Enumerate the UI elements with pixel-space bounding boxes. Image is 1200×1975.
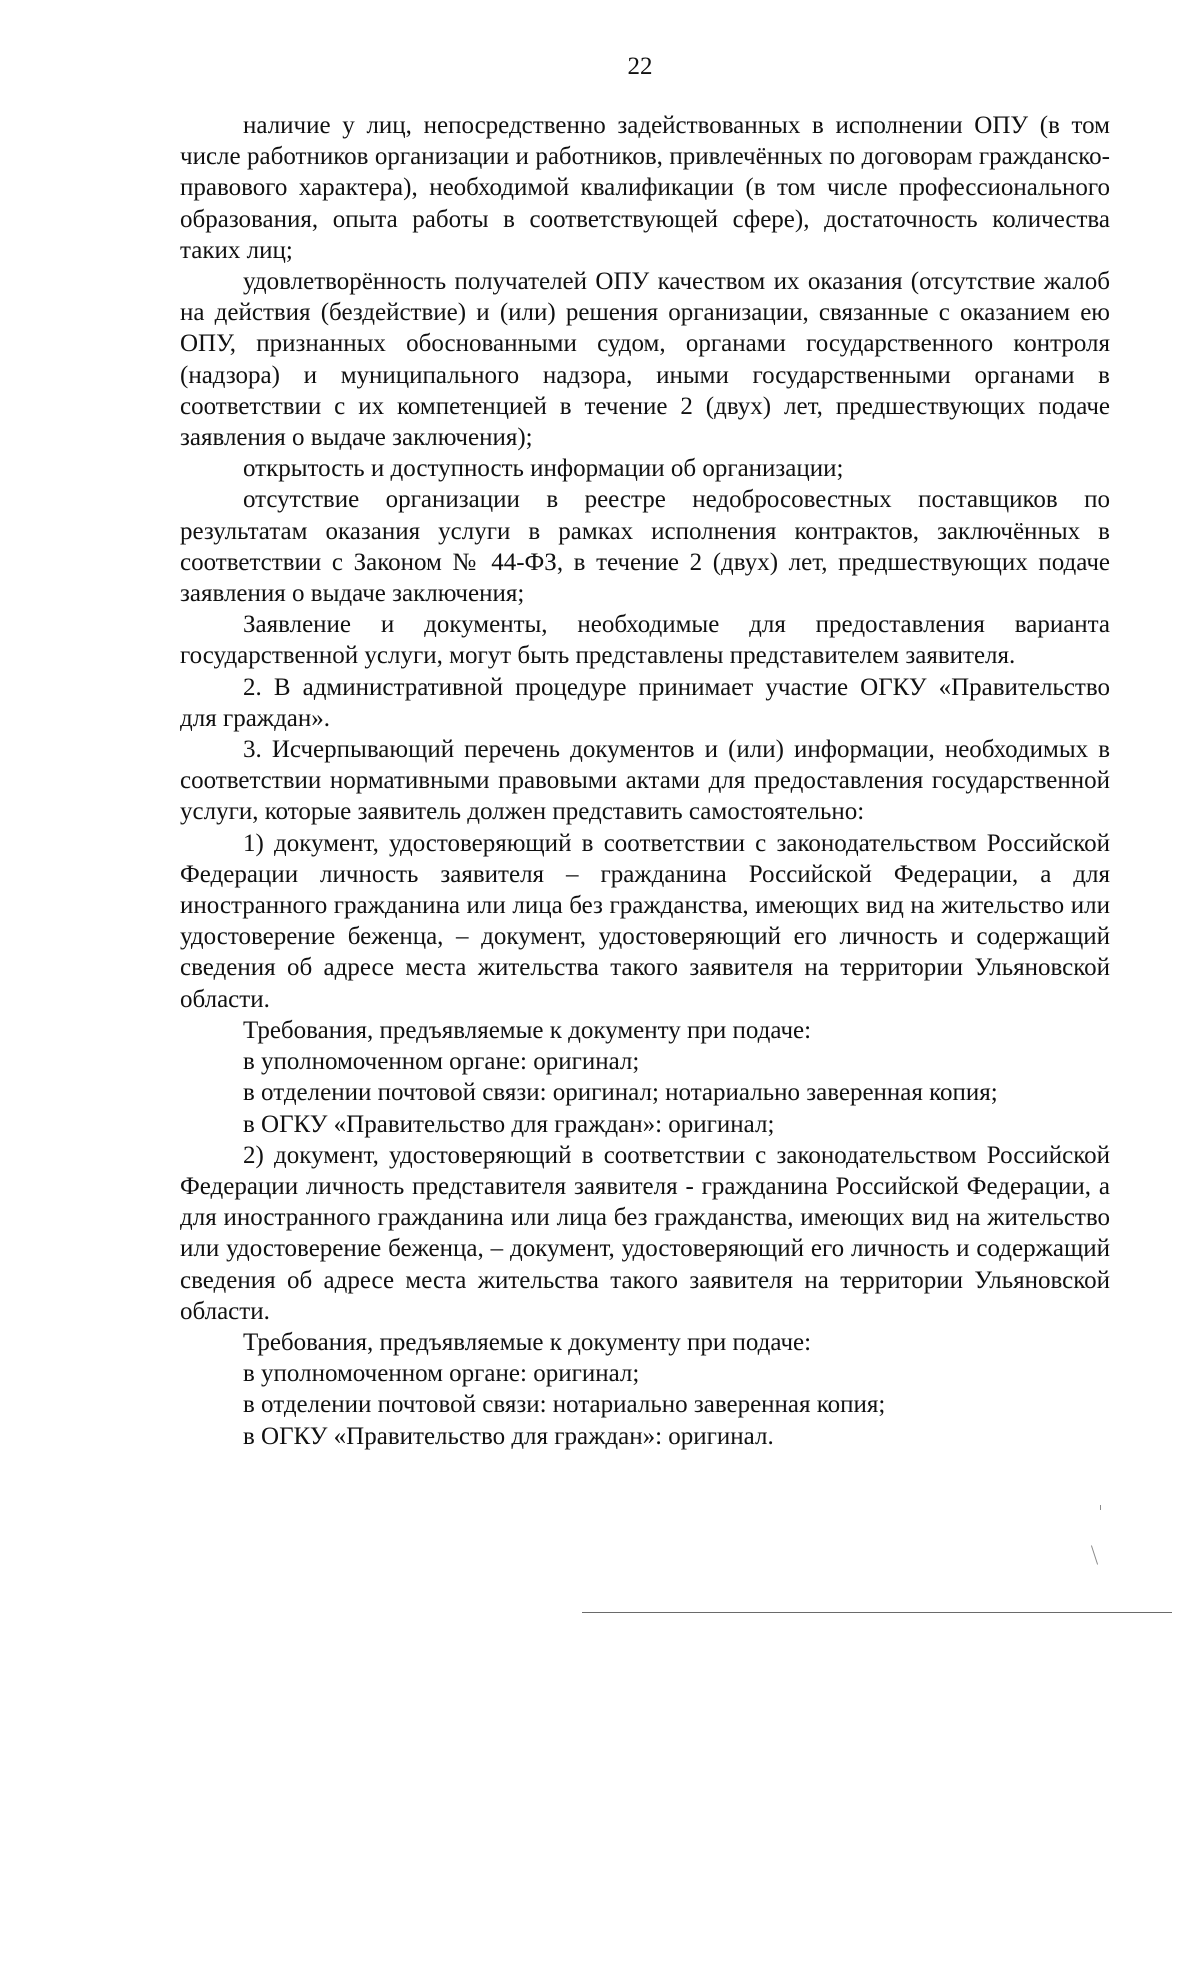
scan-mark (1100, 1505, 1101, 1510)
paragraph-requirements-heading-2: Требования, предъявляемые к документу при подаче: (243, 1328, 812, 1356)
document-body (180, 110, 1110, 1452)
scan-mark (1091, 1545, 1098, 1564)
paragraph-requirement-ogku-1: в ОГКУ «Правительство для граждан»: оригинал; (243, 1110, 775, 1138)
paragraph-unfair-suppliers-registry: отсутствие организации в реестре недобросовестных поставщиков по результатам оказания услуги в рамках исполнения контрактов, заключённых в соответствии с Законом № 44-ФЗ, в течение 2 (двух) лет, предшествующих подаче заявления о выдаче заключения; (180, 486, 1110, 608)
paragraph-requirement-post-1: в отделении почтовой связи: оригинал; нотариально заверенная копия; (243, 1079, 998, 1107)
paragraph-requirement-ogku-2: в ОГКУ «Правительство для граждан»: оригинал. (243, 1422, 774, 1450)
signature-line (582, 1612, 1172, 1613)
paragraph-openness: открытость и доступность информации об организации; (243, 455, 844, 483)
paragraph-requirements-heading-1: Требования, предъявляемые к документу при подаче: (243, 1016, 812, 1044)
page-number: 22 (627, 53, 653, 80)
paragraph-document-applicant: 1) документ, удостоверяющий в соответствии с законодательством Российской Федерации личность заявителя – гражданина Российской Федерации, а для иностранного гражданина или лица без гражданства, имеющих вид на жительство или удостоверение беженца, – документ, удостоверяющий его личность и содержащий сведения об адресе места жительства такого заявителя на территории Ульяновской области. (180, 829, 1110, 1013)
paragraph-item-3: 3. Исчерпывающий перечень документов и (или) информации, необходимых в соответствии нормативными правовыми актами для предоставления государственной услуги, которые заявитель должен представить самостоятельно: (180, 736, 1110, 826)
paragraph-requirement-post-2: в отделении почтовой связи: нотариально заверенная копия; (243, 1391, 886, 1419)
paragraph-document-representative: 2) документ, удостоверяющий в соответствии с законодательством Российской Федерации личность представителя заявителя - гражданина Российской Федерации, а для иностранного гражданина или лица без гражданства, имеющих вид на жительство или удостоверение беженца, – документ, удостоверяющий его личность и содержащий сведения об адресе места жительства такого заявителя на территории Ульяновской области. (180, 1141, 1110, 1325)
paragraph-requirement-authority-2: в уполномоченном органе: оригинал; (243, 1360, 640, 1388)
paragraph-staff-qualification: наличие у лиц, непосредственно задействованных в исполнении ОПУ (в том числе работников организации и работников, привлечённых по договорам гражданско-правового характера), необходимой квалификации (в том числе профессионального образования, опыта работы в соответствующей сфере), достаточность количества таких лиц; (180, 112, 1110, 264)
paragraph-item-2: 2. В административной процедуре принимает участие ОГКУ «Правительство для граждан». (180, 673, 1110, 732)
paragraph-requirement-authority-1: в уполномоченном органе: оригинал; (243, 1048, 640, 1076)
paragraph-representative: Заявление и документы, необходимые для предоставления варианта государственной услуги, могут быть представлены представителем заявителя. (180, 611, 1110, 670)
paragraph-recipient-satisfaction: удовлетворённость получателей ОПУ качеством их оказания (отсутствие жалоб на действия (бездействие) и (или) решения организации, связанные с оказанием ею ОПУ, признанных обоснованными судом, органами государственного контроля (надзора) и муниципального надзора, иными государственными органами в соответствии с их компетенцией в течение 2 (двух) лет, предшествующих подаче заявления о выдаче заключения); (180, 268, 1110, 452)
